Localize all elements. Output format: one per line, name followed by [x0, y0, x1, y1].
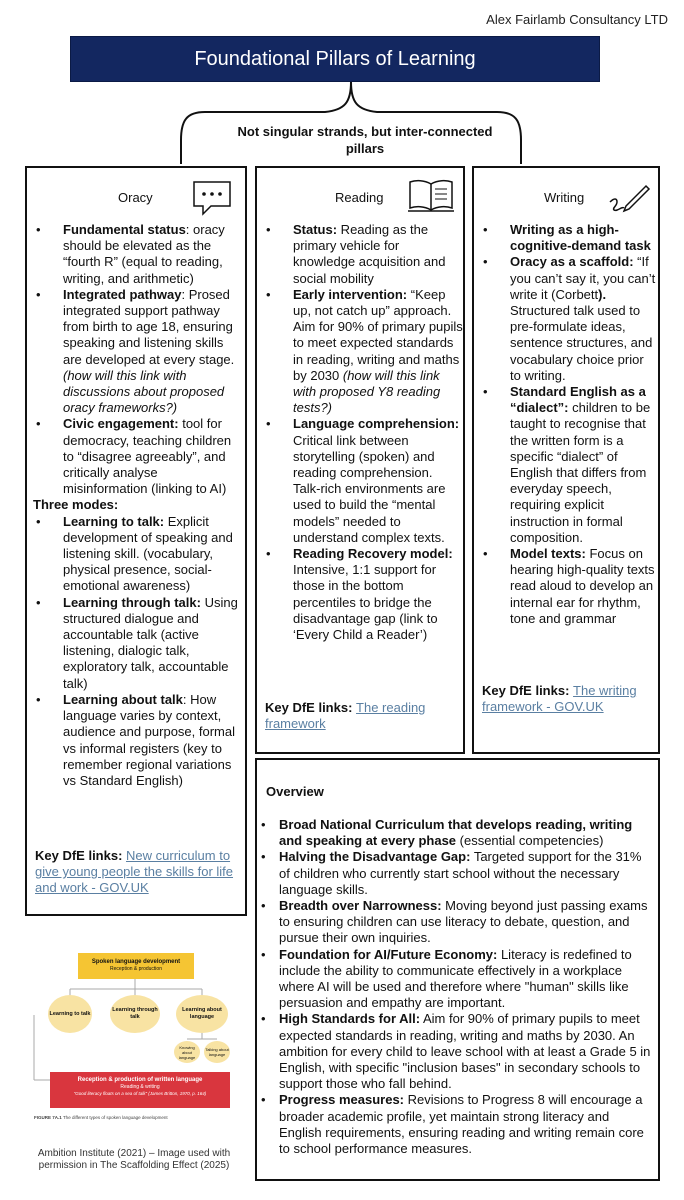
diagram-circle-learning-through-talk: Learning through talk	[110, 995, 160, 1033]
oracy-key-links: Key DfE links: New curriculum to give young people the skills for life and work - GOV.UK	[35, 848, 234, 896]
diagram-circle-learning-to-talk: Learning to talk	[48, 995, 92, 1033]
list-item: • Learning to talk: Explicit development of speaking and listening skill. (vocabulary, physical presence, social-emotional awareness)	[27, 514, 243, 595]
spoken-language-diagram	[30, 945, 240, 1155]
list-item: • Model texts: Focus on hearing high-quality texts read aloud to develop an internal ear for rhythm, tone and grammar	[474, 546, 658, 627]
speech-bubble-icon	[191, 179, 233, 217]
writing-key-links: Key DfE links: The writing framework - GOV.UK	[482, 683, 637, 715]
list-item: • Reading Recovery model: Intensive, 1:1 support for those in the bottom percentiles to bridge the disadvantage gap (link to ‘Every Child a Reader’)	[257, 546, 463, 643]
diagram-top-box: Spoken language development Reception & production	[78, 953, 194, 979]
list-item: • Status: Reading as the primary vehicle for knowledge acquisition and social mobility	[257, 222, 463, 287]
diagram-bottom-box: Reception & production of written language Reading & writing “Good literacy floats on a sea of talk” (James Britton, 1970, p. 164)	[50, 1072, 230, 1108]
list-item: • Oracy as a scaffold: “If you can’t say it, you can’t write it (Corbett). Structured talk used to pre-formulate ideas, sentence structures, and vocabulary choice prior to writing.	[474, 254, 658, 384]
reading-title: Reading	[335, 190, 384, 205]
list-item: • Learning about talk: How language varies by context, audience and purpose, formal vs informal registers (key to remember regional variations vs Standard English)	[27, 692, 243, 789]
reading-link[interactable]: The reading framework	[265, 700, 426, 732]
diagram-circle-learning-about-language: Learning about language	[176, 995, 228, 1033]
list-item: • Early intervention: “Keep up, not catch up” approach. Aim for 90% of primary pupils to meet expected standards in reading, writing and maths by 2030 (how will this link with proposed Y8 reading tests?)	[257, 287, 463, 417]
list-item: • Fundamental status: oracy should be elevated as the “fourth R” (equal to reading, writing, and arithmetic)	[27, 222, 243, 287]
oracy-title: Oracy	[118, 190, 153, 205]
writing-link[interactable]: The writing framework - GOV.UK	[482, 683, 637, 715]
overview-panel	[255, 758, 660, 1181]
pen-writing-icon	[608, 180, 652, 216]
list-item: • Civic engagement: tool for democracy, teaching children to “disagree agreeably”, and critically analyse misinformation (linking to AI)	[27, 416, 243, 497]
overview-title: Overview	[266, 784, 324, 799]
subtitle: Not singular strands, but inter-connected pillars	[237, 124, 493, 156]
reading-key-links: Key DfE links: The reading framework	[265, 700, 426, 732]
list-item: • High Standards for All: Aim for 90% of primary pupils to meet expected standards in reading, writing and maths by 2030. An ambition for every child to leave school with at least a Grade 5 in English, with specific "inclusion bases" in secondary schools to support those who fall behind.	[257, 1011, 653, 1092]
list-item: • Halving the Disadvantage Gap: Targeted support for the 31% of children who currently start school without the necessary language skills.	[257, 849, 653, 898]
list-item: • Standard English as a “dialect”: children to be taught to recognise that the written form is a specific “dialect” of English that differs from everyday speech, requiring explicit instruction in formal composition.	[474, 384, 658, 546]
diagram-small-knowing: Knowing about language	[174, 1041, 200, 1063]
writing-title: Writing	[544, 190, 585, 205]
oracy-link[interactable]: New curriculum to give young people the skills for life and work - GOV.UK	[35, 848, 234, 896]
diagram-figure-caption: FIGURE 7A.1 The different types of spoken language development	[34, 1115, 168, 1120]
consultancy-name: Alex Fairlamb Consultancy LTD	[486, 12, 668, 27]
list-item: • Progress measures: Revisions to Progress 8 will encourage a broader academic profile, yet maintain strong literacy and English requirements, ensuring reading and writing remain core to school performance measures.	[257, 1092, 653, 1157]
page-title-text: Foundational Pillars of Learning	[194, 47, 476, 70]
writing-panel	[472, 166, 660, 754]
open-book-icon	[406, 178, 456, 214]
list-item: • Foundation for AI/Future Economy: Literacy is redefined to include the ability to communicate effectively in a workplace where AI will be used and therefore where "human" skills like persuasion and empathy are important.	[257, 947, 653, 1012]
reading-panel	[255, 166, 465, 754]
list-item: • Language comprehension: Critical link between storytelling (spoken) and reading comprehension. Talk-rich environments are used to build the “mental models” needed to understand complex texts.	[257, 416, 463, 546]
list-item: • Integrated pathway: Prosed integrated support pathway from birth to age 18, ensuring speaking and listening skills are developed at every stage. (how will this link with discussions about proposed oracy frameworks?)	[27, 287, 243, 417]
list-item: • Broad National Curriculum that develops reading, writing and speaking at every phase (essential competencies)	[257, 817, 653, 849]
image-caption: Ambition Institute (2021) – Image used with permission in The Scaffolding Effect (2025)	[37, 1148, 231, 1171]
list-item: • Breadth over Narrowness: Moving beyond just passing exams to ensuring children can use literacy to debate, question, and pursue their own inquiries.	[257, 898, 653, 947]
diagram-small-talking: Talking about language	[204, 1041, 230, 1063]
page-title	[70, 36, 600, 82]
list-item: • Writing as a high-cognitive-demand task	[474, 222, 658, 254]
modes-heading: Three modes:	[33, 497, 119, 513]
list-item: • Learning through talk: Using structured dialogue and accountable talk (active listening, dialogic talk, exploratory talk, accountable talk)	[27, 595, 243, 692]
oracy-panel	[25, 166, 247, 916]
